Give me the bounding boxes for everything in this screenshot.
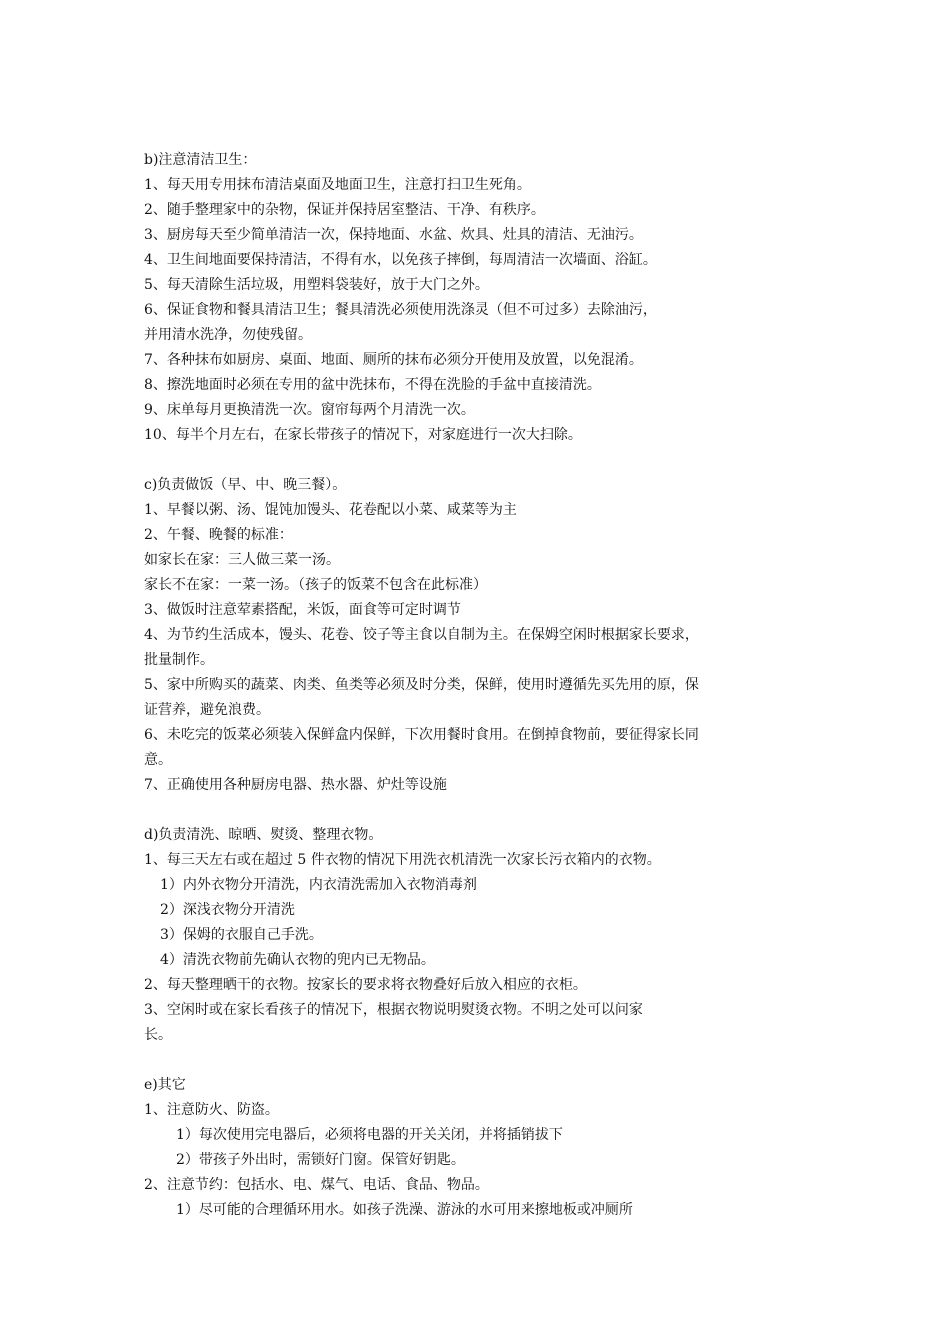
list-item: 7、正确使用各种厨房电器、热水器、炉灶等设施 [144, 777, 447, 793]
section-heading: c)负责做饭（早、中、晚三餐）。 [144, 477, 347, 493]
list-item: 4、卫生间地面要保持清洁，不得有水，以免孩子摔倒，每周清洁一次墙面、浴缸。 [144, 252, 657, 268]
list-item: 并用清水洗净，勿使残留。 [144, 327, 312, 343]
section-spacer [144, 798, 814, 823]
list-item: 1、早餐以粥、汤、馄饨加馒头、花卷配以小菜、咸菜等为主 [144, 502, 517, 518]
list-item: 2、随手整理家中的杂物，保证并保持居室整洁、干净、有秩序。 [144, 202, 545, 218]
sub-list-item: 4）清洗衣物前先确认衣物的兜内已无物品。 [160, 952, 435, 968]
section-spacer [144, 1048, 814, 1073]
list-item: 6、未吃完的饭菜必须装入保鲜盒内保鲜，下次用餐时食用。在倒掉食物前，要征得家长同 [144, 727, 699, 743]
list-item: 3、厨房每天至少简单清洁一次，保持地面、水盆、炊具、灶具的清洁、无油污。 [144, 227, 643, 243]
list-item: 1、每天用专用抹布清洁桌面及地面卫生，注意打扫卫生死角。 [144, 177, 531, 193]
list-item: 3、做饭时注意荤素搭配，米饭，面食等可定时调节 [144, 602, 461, 618]
sub-list-item: 3）保姆的衣服自己手洗。 [160, 927, 323, 943]
list-item: 10、每半个月左右，在家长带孩子的情况下，对家庭进行一次大扫除。 [144, 427, 582, 443]
section-heading: d)负责清洗、晾晒、熨烫、整理衣物。 [144, 827, 383, 843]
list-item: 意。 [144, 752, 172, 768]
list-item: 9、床单每月更换清洗一次。窗帘每两个月清洗一次。 [144, 402, 475, 418]
sub-list-item: 1）每次使用完电器后，必须将电器的开关关闭，并将插销拔下 [176, 1127, 563, 1143]
section-d [144, 823, 814, 1048]
list-item: 8、擦洗地面时必须在专用的盆中洗抹布，不得在洗脸的手盆中直接清洗。 [144, 377, 601, 393]
list-item: 3、空闲时或在家长看孩子的情况下，根据衣物说明熨烫衣物。不明之处可以问家 [144, 1002, 643, 1018]
sub-list-item: 1）尽可能的合理循环用水。如孩子洗澡、游泳的水可用来擦地板或冲厕所 [176, 1202, 633, 1218]
list-item: 4、为节约生活成本，馒头、花卷、饺子等主食以自制为主。在保姆空闲时根据家长要求， [144, 627, 699, 643]
section-heading: e)其它 [144, 1077, 186, 1093]
list-item: 5、家中所购买的蔬菜、肉类、鱼类等必须及时分类，保鲜，使用时遵循先买先用的原，保 [144, 677, 699, 693]
list-item: 7、各种抹布如厨房、桌面、地面、厕所的抹布必须分开使用及放置，以免混淆。 [144, 352, 643, 368]
list-item: 如家长在家：三人做三菜一汤。 [144, 552, 340, 568]
sub-list-item: 2）带孩子外出时，需锁好门窗。保管好钥匙。 [176, 1152, 465, 1168]
list-item: 1、注意防火、防盗。 [144, 1102, 279, 1118]
section-e [144, 1073, 814, 1223]
section-c [144, 473, 814, 798]
document-body [144, 148, 814, 1223]
list-item: 2、每天整理晒干的衣物。按家长的要求将衣物叠好后放入相应的衣柜。 [144, 977, 587, 993]
section-heading: b)注意清洁卫生： [144, 152, 257, 168]
list-item: 2、午餐、晚餐的标准： [144, 527, 293, 543]
list-item: 长。 [144, 1027, 172, 1043]
sub-list-item: 1）内外衣物分开清洗，内衣清洗需加入衣物消毒剂 [160, 877, 477, 893]
list-item: 批量制作。 [144, 652, 214, 668]
list-item: 证营养，避免浪费。 [144, 702, 270, 718]
list-item: 2、注意节约：包括水、电、煤气、电话、食品、物品。 [144, 1177, 489, 1193]
section-spacer [144, 448, 814, 473]
list-item: 1、每三天左右或在超过 5 件衣物的情况下用洗衣机清洗一次家长污衣箱内的衣物。 [144, 852, 661, 868]
list-item: 家长不在家：一菜一汤。（孩子的饭菜不包含在此标准） [144, 577, 487, 593]
list-item: 6、保证食物和餐具清洁卫生；餐具清洗必须使用洗涤灵（但不可过多）去除油污， [144, 302, 657, 318]
section-b [144, 148, 814, 448]
list-item: 5、每天清除生活垃圾，用塑料袋装好，放于大门之外。 [144, 277, 489, 293]
sub-list-item: 2）深浅衣物分开清洗 [160, 902, 295, 918]
